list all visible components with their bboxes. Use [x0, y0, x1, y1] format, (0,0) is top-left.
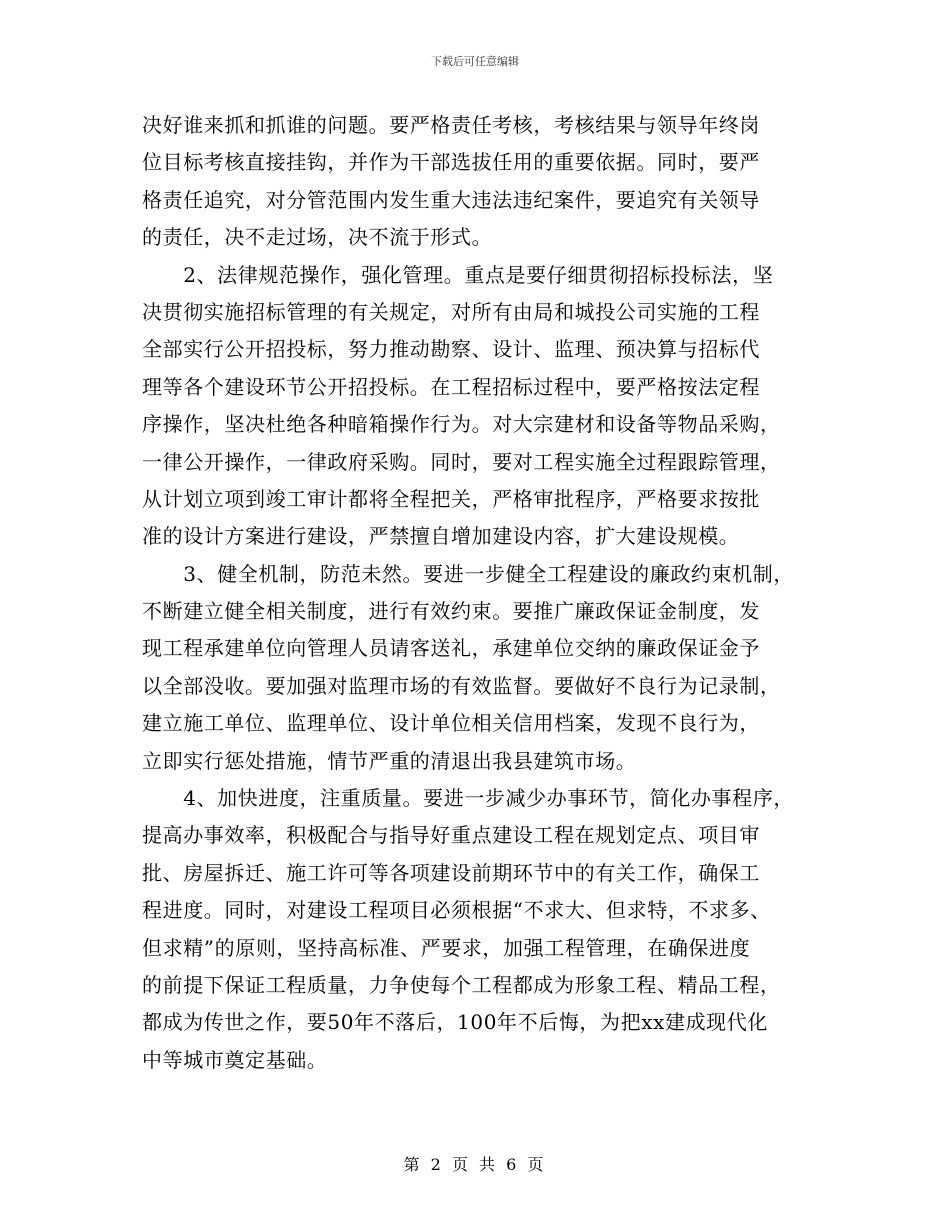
text-line: 批、房屋拆迁、施工许可等各项建设前期环节中的有关工作，确保工 — [142, 860, 760, 885]
text-line: 位目标考核直接挂钩，并作为干部选拔任用的重要依据。同时，要严 — [142, 150, 760, 175]
page-number: 第 2 页 共 6 页 — [403, 1155, 547, 1174]
text-line: 以全部没收。要加强对监理市场的有效监督。要做好不良行为记录制， — [142, 673, 781, 698]
text-line: 3、健全机制，防范未然。要进一步健全工程建设的廉政约束机制， — [142, 561, 794, 586]
text-line: 都成为传世之作，要50年不落后，100年不后悔，为把xx建成现代化 — [142, 1010, 768, 1035]
page-header: 下载后可任意编辑 — [431, 55, 519, 68]
text-line: 准的设计方案进行建设，严禁擅自增加建设内容，扩大建设规模。 — [142, 524, 740, 549]
text-line: 的前提下保证工程质量，力争使每个工程都成为形象工程、精品工程， — [142, 972, 781, 997]
text-line: 从计划立项到竣工审计都将全程把关，严格审批程序，严格要求按批 — [142, 486, 760, 511]
text-line: 现工程承建单位向管理人员请客送礼，承建单位交纳的廉政保证金予 — [142, 636, 760, 661]
text-line: 一律公开操作，一律政府采购。同时，要对工程实施全过程跟踪管理， — [142, 449, 781, 474]
document-body — [142, 107, 822, 1079]
text-line: 决贯彻实施招标管理的有关规定，对所有由局和城投公司实施的工程 — [142, 299, 760, 324]
text-line: 决好谁来抓和抓谁的问题。要严格责任考核，考核结果与领导年终岗 — [142, 113, 760, 137]
text-line: 中等城市奠定基础。 — [142, 1047, 328, 1072]
text-line: 的责任，决不走过场，决不流于形式。 — [142, 225, 493, 250]
text-line: 立即实行惩处措施，情节严重的清退出我县建筑市场。 — [142, 748, 637, 773]
text-line: 提高办事效率，积极配合与指导好重点建设工程在规划定点、项目审 — [142, 823, 760, 848]
text-line: 理等各个建设环节公开招投标。在工程招标过程中，要严格按法定程 — [142, 374, 760, 399]
text-line: 全部实行公开招投标，努力推动勘察、设计、监理、预决算与招标代 — [142, 337, 760, 362]
text-line: 序操作，坚决杜绝各种暗箱操作行为。对大宗建材和设备等物品采购， — [142, 412, 781, 437]
text-line: 4、加快进度，注重质量。要进一步减少办事环节，简化办事程序， — [142, 786, 794, 811]
text-line: 建立施工单位、监理单位、设计单位相关信用档案，发现不良行为， — [142, 711, 760, 736]
text-line: 不断建立健全相关制度，进行有效约束。要推广廉政保证金制度，发 — [142, 599, 760, 624]
text-line: 2、法律规范操作，强化管理。重点是要仔细贯彻招标投标法，坚 — [142, 262, 774, 287]
text-line: 格责任追究，对分管范围内发生重大违法违纪案件，要追究有关领导 — [142, 187, 760, 212]
text-line: 程进度。同时，对建设工程项目必须根据“不求大、但求特，不求多、 — [142, 898, 771, 923]
text-line: 但求精”的原则，坚持高标准、严要求，加强工程管理，在确保进度 — [142, 935, 751, 960]
